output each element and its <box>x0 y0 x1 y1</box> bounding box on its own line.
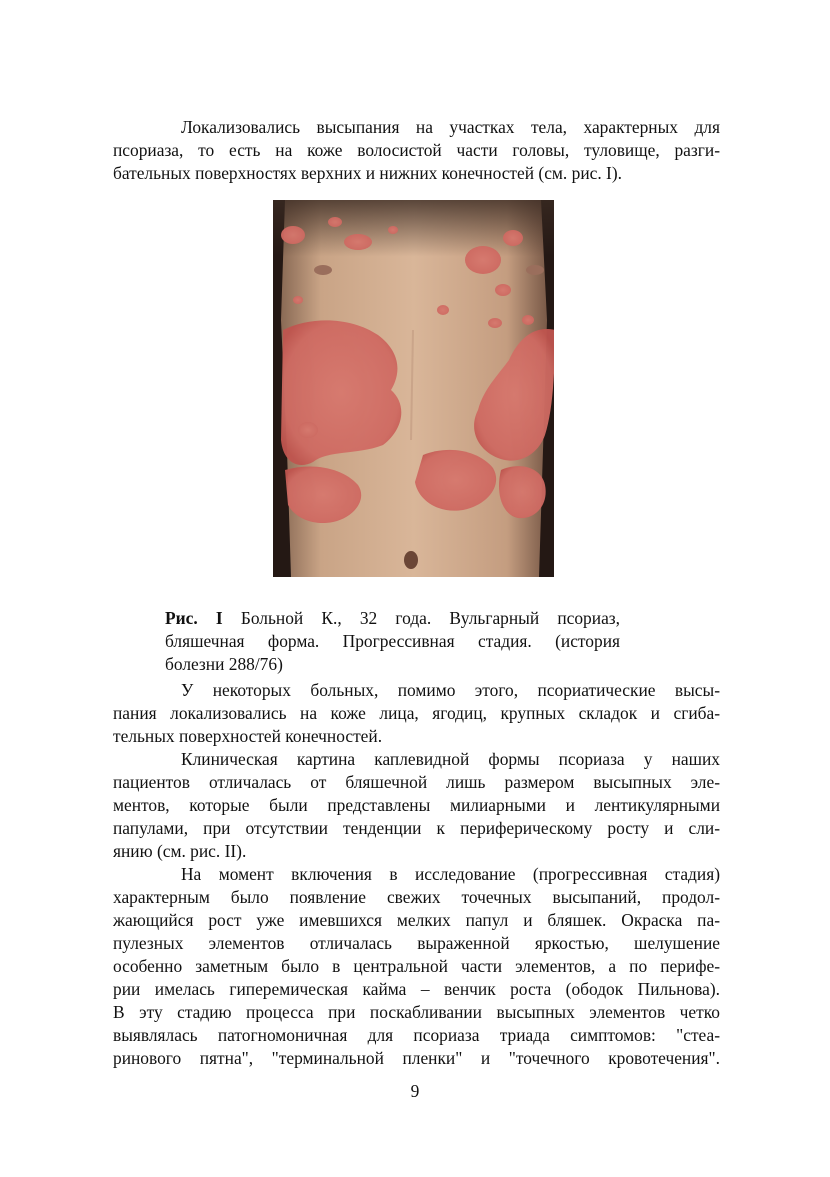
text-line: Локализовались высыпания на участках тела, характерных для <box>181 117 720 137</box>
text-line: выявлялась патогномоничная для псориаза триада симптомов: "стеа- <box>113 1025 720 1045</box>
text-line: Клиническая картина каплевидной формы псориаза у наших <box>181 749 720 769</box>
paragraph-2 <box>113 679 720 748</box>
psoriasis-torso-photo <box>273 200 554 577</box>
page-number: 9 <box>410 1081 420 1101</box>
text-line: жающийся рост уже имевшихся мелких папул и бляшек. Окраска па- <box>113 910 720 930</box>
caption-text: Больной К., 32 года. Вульгарный псориаз, <box>240 608 620 628</box>
text-line: папулами, при отсутствии тенденции к периферическому росту и сли- <box>113 818 720 838</box>
caption-label: Рис. I <box>165 608 223 628</box>
paragraph-3 <box>113 748 720 863</box>
text-line: У некоторых больных, помимо этого, псориатические высы- <box>181 680 720 700</box>
text-line: На момент включения в исследование (прогрессивная стадия) <box>181 864 720 884</box>
paragraph-1 <box>113 116 720 185</box>
text-line: пациентов отличалась от бляшечной лишь размером высыпных эле- <box>113 772 720 792</box>
caption-line: бляшечная форма. Прогрессивная стадия. (история <box>165 631 620 651</box>
caption-line <box>165 607 620 630</box>
text-line: бательных поверхностях верхних и нижних конечностей (см. рис. I). <box>113 163 622 183</box>
figure-photo <box>273 200 554 577</box>
text-line: ментов, которые были представлены милиарными и лентикулярными <box>113 795 720 815</box>
text-line: особенно заметным было в центральной части элементов, а по перифе- <box>113 956 720 976</box>
text-line: рии имелась гиперемическая кайма – венчик роста (ободок Пильнова). <box>113 979 720 999</box>
text-line: пулезных элементов отличалась выраженной яркостью, шелушение <box>113 933 720 953</box>
text-line: янию (см. рис. II). <box>113 841 247 861</box>
text-line: В эту стадию процесса при поскабливании высыпных элементов четко <box>113 1002 720 1022</box>
caption-line: болезни 288/76) <box>165 654 283 674</box>
text-line: характерным было появление свежих точечных высыпаний, продол- <box>113 887 720 907</box>
text-line: псориаза, то есть на коже волосистой части головы, туловище, разги- <box>113 140 720 160</box>
text-line: пания локализовались на коже лица, ягодиц, крупных складок и сгиба- <box>113 703 720 723</box>
text-line: ринового пятна", "терминальной пленки" и "точечного кровотечения". <box>113 1048 720 1068</box>
text-line: тельных поверхностей конечностей. <box>113 726 383 746</box>
figure-caption <box>165 607 620 676</box>
paragraph-4 <box>113 863 720 1070</box>
